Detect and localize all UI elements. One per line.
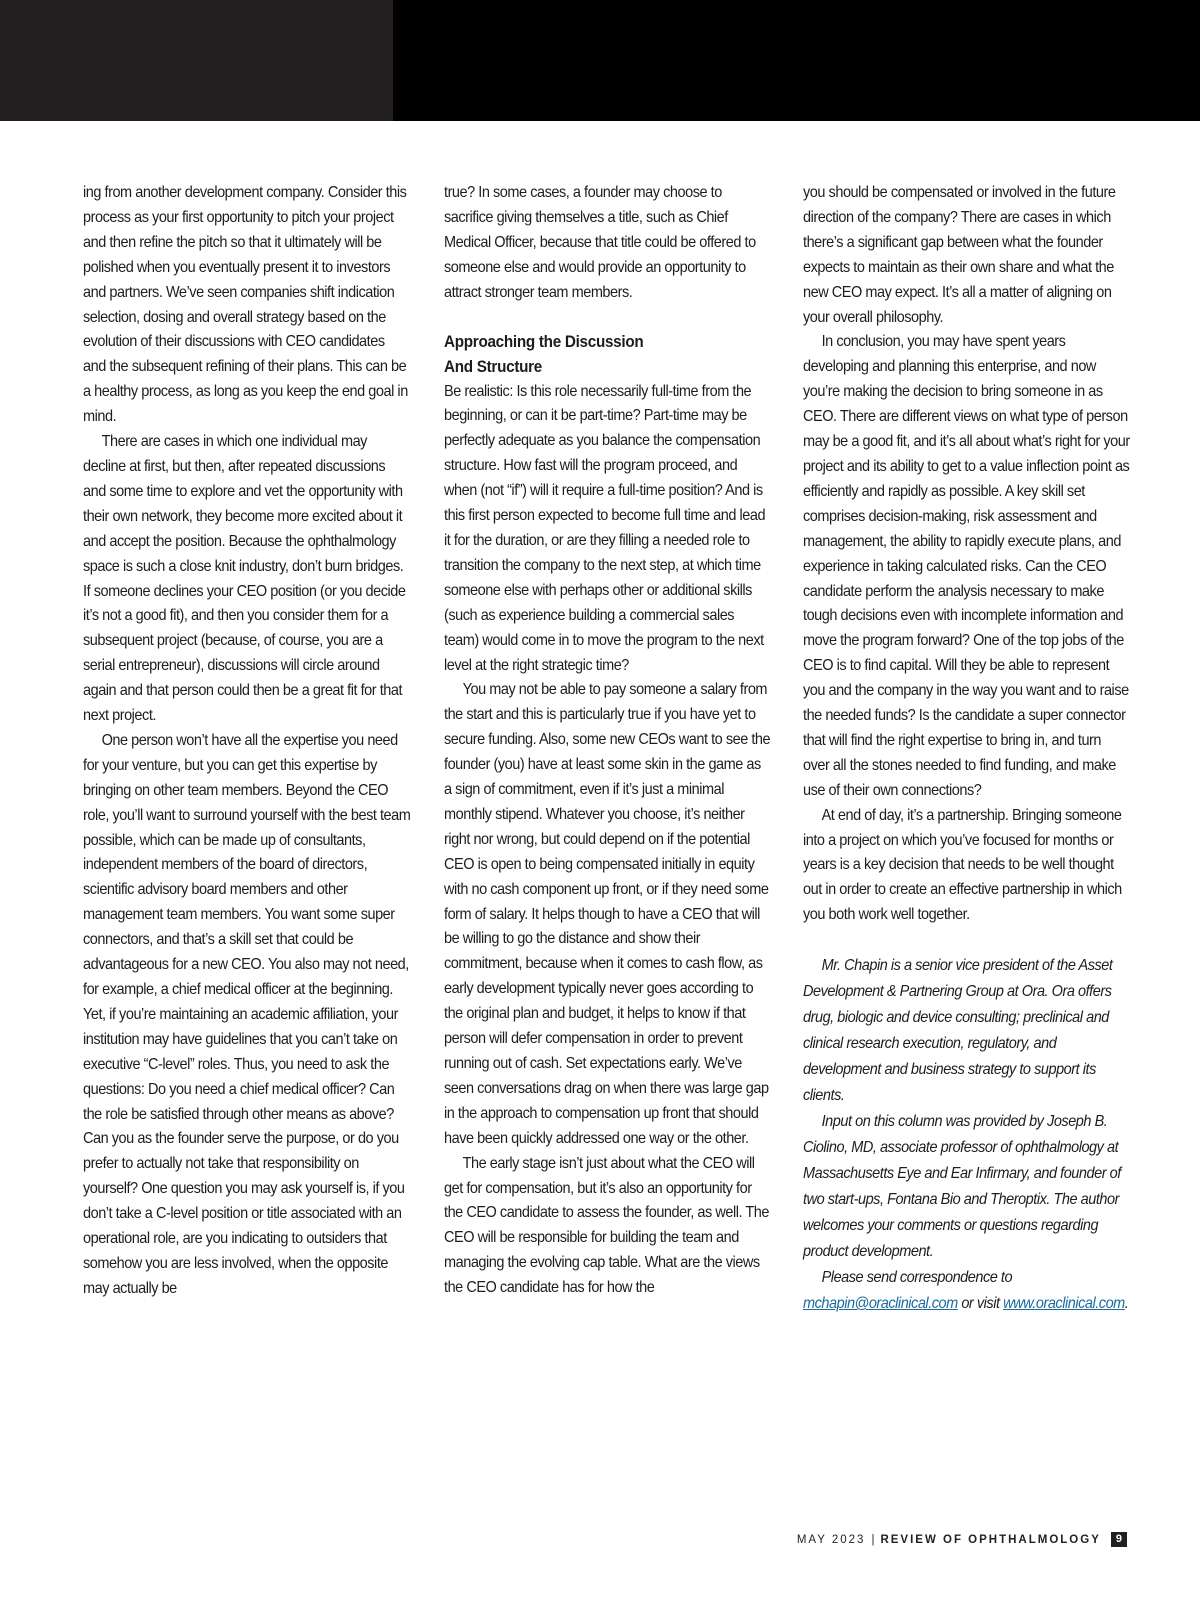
paragraph: In conclusion, you may have spent years developing and planning this enterprise, and now you’re making the decision to bring someone in as CEO. There are different views on what type of person may be a good fit, and it’s all about what’s right for your project and its ability to get to a value inflection point as efficiently and rapidly as possible. A key skill set comprises decision-making, risk assessment and management, the ability to rapidly execute plans, and experience in taking calculated risks. Can the CEO candidate perform the analysis necessary to make tough decisions even with incomplete information and move the program forward? One of the top jobs of the CEO is to find capital. Will they be able to represent you and the company in the way you want and to raise the needed funds? Is the candidate a super connector that will find the right expertise to bring in, and turn over all the stones needed to find funding, and make use of their own connections? [803,333,1130,799]
section-heading-line: Approaching the Discussion [444,332,644,351]
paragraph: You may not be able to pay someone a salary from the start and this is particularly true if you have yet to secure funding. Also, some new CEOs want to see the founder (you) have at least some skin in the game as a sign of commitment, even if it’s just a minimal monthly stipend. Whatever you choose, it’s neither right nor wrong, but could depend on if the potential CEO is open to being compensated initially in equity with no cash component up front, or if they need some form of salary. It helps though to have a CEO that will be willing to go the distance and show their commitment, because when it comes to cash flow, as early development typically never goes according to the original plan and budget, it helps to know if that person will defer compensation in order to prevent running out of cash. Set expectations early. We’ve seen conversations drag on when there was large gap in the approach to compensation up front that should have been quickly addressed one way or the other. [444,681,771,1147]
paragraph: There are cases in which one individual may decline at first, but then, after repeated discussions and some time to explore and vet the opportunity with their own network, they become more excited about it and accept the position. Because the ophthalmology space is such a close knit industry, don’t burn bridges. If someone declines your CEO position (or you decide it’s not a good fit), and then you consider them for a subsequent project (because, of course, you are a serial entrepreneur), discussions will circle around again and that person could then be a great fit for that next project. [83,433,406,725]
email-link-part1: mchapin@ [803,1295,869,1313]
bio-contact-middle: or visit [957,1295,1004,1313]
paragraph: One person won’t have all the expertise you need for your venture, but you can get this expertise by bringing on other team members. Beyond the CEO role, you’ll want to surround yourself with the best team possible, which can be made up of consultants, independent members of the board of directors, scientific advisory board members and other management team members. You want some super connectors, and that’s a skill set that could be advantageous for a new CEO. You also may not need, for example, a chief medical officer at the beginning. Yet, if you’re maintaining an academic affiliation, your institution may have guidelines that you can’t take on executive “C-level” roles. Thus, you need to ask the questions: Do you need a chief medical officer? Can the role be satisfied through other means as above? Can you as the founder serve the purpose, or do you prefer to actually not take that responsibility on yourself? One question you may ask yourself is, if you don’t take a C-level position or title associated with an operational role, are you indicating to outsiders that somehow you are less involved, when the opposite may actually be [83,731,411,1297]
paragraph: you should be compensated or involved in the future direction of the company? There are cases in which there’s a significant gap between what the founder expects to maintain as their own share and what the new CEO may expect. It’s all a matter of aligning on your overall philosophy. [803,184,1116,326]
email-link-part2: oraclinical.com [868,1295,958,1313]
bio-paragraph: Input on this column was provided by Joseph B. Ciolino, MD, associate professor of ophthalmology at Massachusetts Eye and Ear Infirmary, and founder of two start-ups, Fontana Bio and Theroptix. The author welcomes your comments or questions regarding product development. [803,1113,1121,1261]
header-bar-black [393,0,1200,121]
email-link[interactable] [803,1295,958,1312]
paragraph: At end of day, it’s a partnership. Bringing someone into a project on which you’ve focused for months or years is a key decision that needs to be well thought out in order to create an effective partnership in which you both work well together. [803,806,1122,924]
paragraph: true? In some cases, a founder may choose to sacrifice giving themselves a title, such as Chief Medical Officer, because that title could be offered to someone else and would provide an opportunity to attract stronger team members. [444,184,756,301]
paragraph: ing from another development company. Consider this process as your first opportunity to pitch your project and then refine the pitch so that it ultimately will be polished when you eventually present it to investors and partners. We’ve seen companies shift indication selection, dosing and overall strategy based on the evolution of their discussions with CEO candidates and the subsequent refining of their plans. This can be a healthy process, as long as you keep the end goal in mind. [83,184,408,426]
article-column-3 [803,181,1130,1317]
paragraph: The early stage isn’t just about what the CEO will get for compensation, but it’s also an opportunity for the CEO candidate to assess the founder, as well. The CEO will be responsible for building the team and managing the evolving cap table. What are the views the CEO candidate has for how the [444,1154,769,1297]
paragraph: Be realistic: Is this role necessarily full-time from the beginning, or can it be part-time? Part-time may be perfectly adequate as you balance the compensation structure. How fast will the program proceed, and when (not “if”) will it require a full-time position? And is this first person expected to become full time and lead it for the duration, or are they filling a needed role to transition the company to the next step, at which time someone else with perhaps other or additional skills (such as experience building a commercial sales team) would come in to move the program to the next level at the right strategic time? [444,382,766,674]
website-link[interactable]: www.oraclinical.com [1003,1295,1125,1313]
article-column-2 [444,181,771,1301]
section-heading-line: And Structure [444,357,543,376]
bio-contact-suffix: . [1124,1295,1129,1313]
bio-contact-prefix: Please send correspondence to [821,1269,1013,1287]
footer-date: MAY 2023 [796,1533,866,1546]
footer-magazine-title: REVIEW OF OPHTHALMOLOGY [880,1533,1101,1546]
section-heading [444,330,771,380]
article-column-1 [83,181,410,1302]
bio-contact [803,1265,1130,1317]
author-bio [803,953,1130,1317]
header-bar-dark [0,0,393,121]
page-number: 9 [1111,1532,1127,1547]
page-footer [797,1532,1127,1547]
footer-separator: | [871,1533,875,1546]
bio-paragraph: Mr. Chapin is a senior vice president of the Asset Development & Partnering Group at Ora. Ora offers drug, biologic and device consulting; preclinical and clinical research execution, regulatory, and development and business strategy to support its clients. [803,957,1113,1105]
